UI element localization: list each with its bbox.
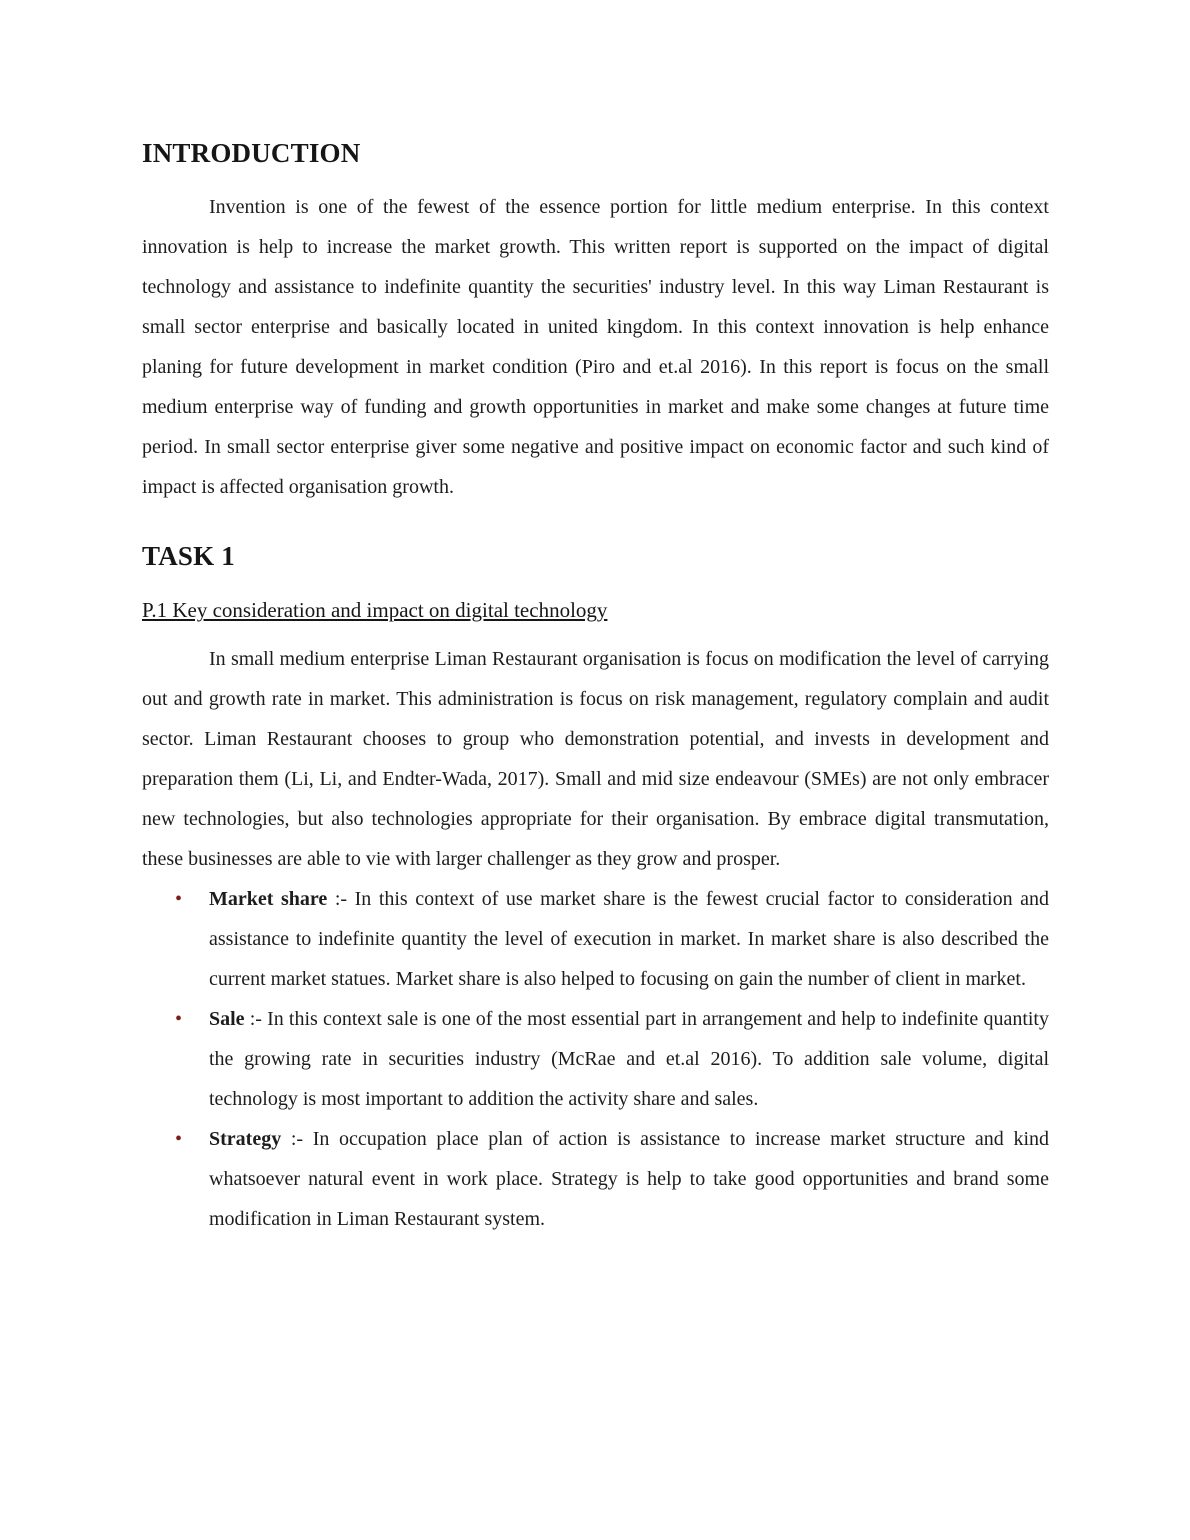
list-item — [142, 879, 1049, 999]
bullet-term: Strategy — [209, 1128, 282, 1150]
bullet-icon: • — [175, 888, 183, 910]
introduction-heading: INTRODUCTION — [142, 138, 361, 168]
bullet-icon: • — [175, 1008, 183, 1030]
introduction-paragraph: Invention is one of the fewest of the essence portion for little medium enterprise. In this context innovation is help to increase the market growth. This written report is supported on the impact of digital technology and assistance to indefinite quantity the securities' industry level. In this way Liman Restaurant is small sector enterprise and basically located in united kingdom. In this context innovation is help enhance planing for future development in market condition (Piro and et.al 2016). In this report is focus on the small medium enterprise way of funding and growth opportunities in market and make some changes at future time period. In small sector enterprise giver some negative and positive impact on economic factor and such kind of impact is affected organisation growth. — [142, 196, 1049, 498]
task1-paragraph: In small medium enterprise Liman Restaurant organisation is focus on modification the level of carrying out and growth rate in market. This administration is focus on risk management, regulatory complain and audit sector. Liman Restaurant chooses to group who demonstration potential, and invests in development and preparation them (Li, Li, and Endter-Wada, 2017). Small and mid size endeavour (SMEs) are not only embracer new technologies, but also technologies appropriate for their organisation. By embrace digital transmutation, these businesses are able to vie with larger challenger as they grow and prosper. — [142, 648, 1049, 870]
bullet-text: :- In this context of use market share is the fewest crucial factor to consideration and assistance to indefinite quantity the level of execution in market. In market share is also described the current market statues. Market share is also helped to focusing on gain the number of client in market. — [209, 888, 1050, 990]
bullet-text: :- In this context sale is one of the most essential part in arrangement and help to indefinite quantity the growing rate in securities industry (McRae and et.al 2016). To addition sale volume, digital technology is most important to addition the activity share and sales. — [209, 1008, 1049, 1110]
bullet-term: Market share — [209, 888, 328, 910]
list-item — [142, 999, 1049, 1119]
bullet-term: Sale — [209, 1008, 245, 1030]
task1-subheading: P.1 Key consideration and impact on digital technology — [142, 598, 608, 622]
bullet-list — [142, 879, 1049, 1239]
list-item — [142, 1119, 1049, 1239]
bullet-icon: • — [175, 1128, 183, 1150]
task1-heading: TASK 1 — [142, 541, 235, 571]
bullet-text: :- In occupation place plan of action is assistance to increase market structure and kind whatsoever natural event in work place. Strategy is help to take good opportunities and brand some modification in Liman Restaurant system. — [209, 1128, 1049, 1230]
